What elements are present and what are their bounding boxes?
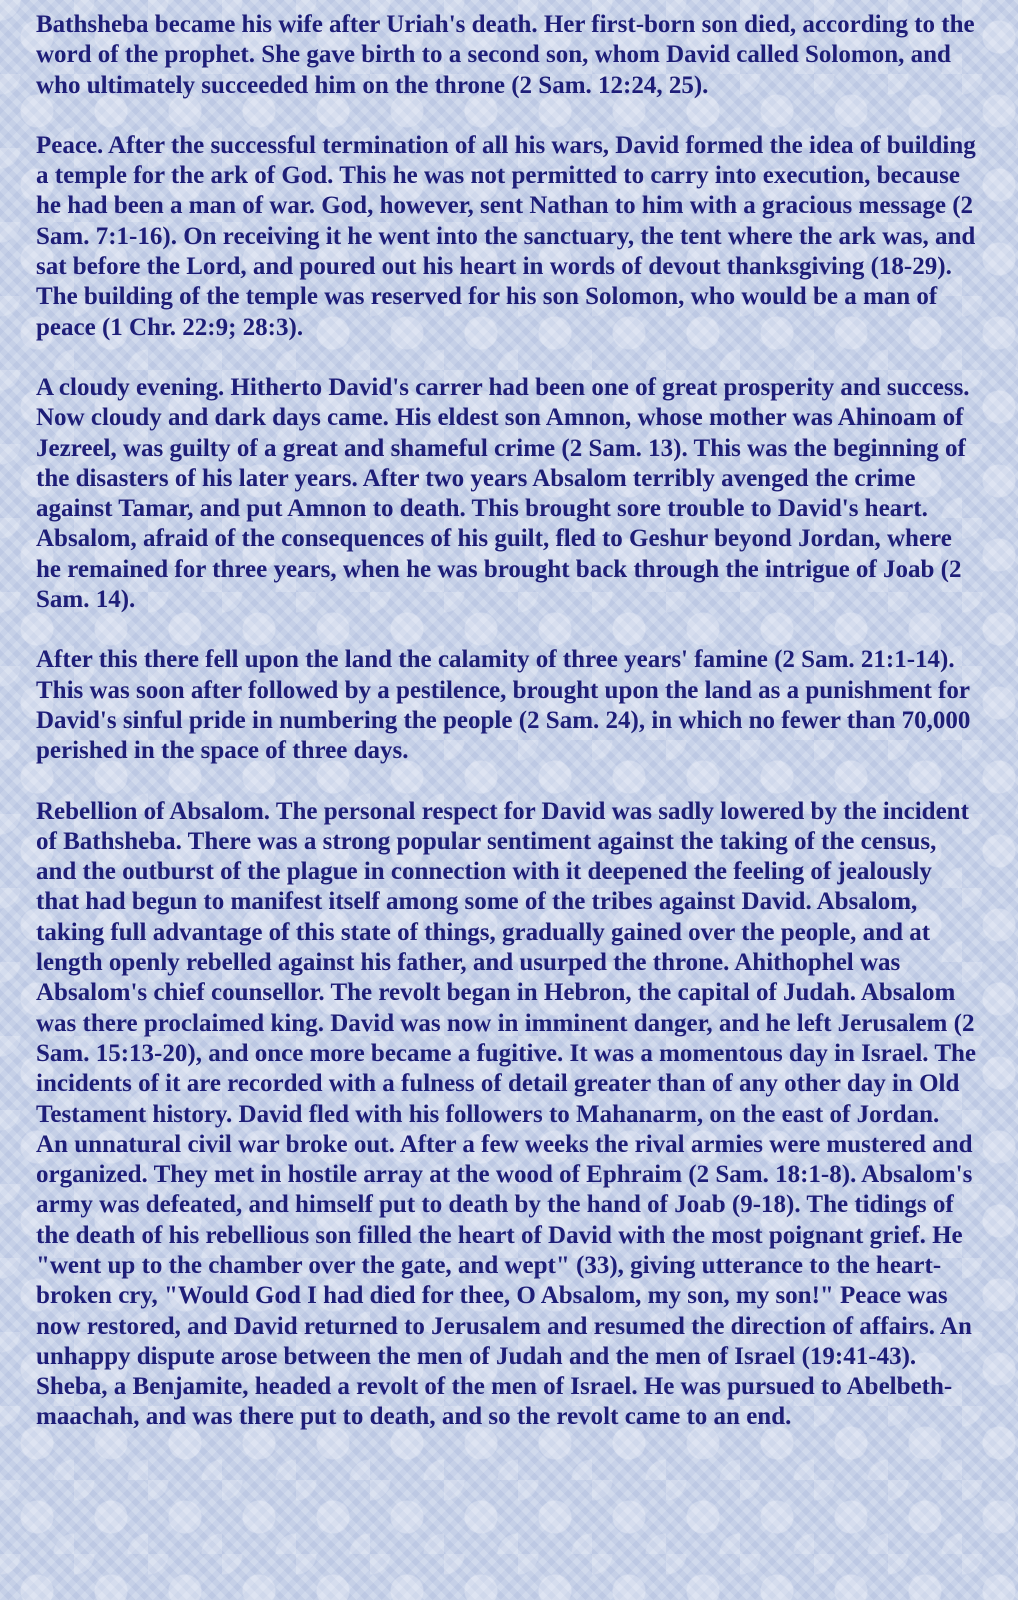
paragraph-cloudy-evening: A cloudy evening. Hitherto David's carrer had been one of great prosperity and success. Now cloudy and dark days came. His eldest son Amnon, whose mother was Ahinoam of Jezreel, was guilty of a great and shameful crime (2 Sam. 13). This was the beginning of the disasters of his later years. After two years Absalom terribly avenged the crime against Tamar, and put Amnon to death. This brought sore trouble to David's heart. Absalom, afraid of the consequences of his guilt, fled to Geshur beyond Jordan, where he remained for three years, when he was brought back through the intrigue of Joab (2 Sam. 14). bbox=[36, 373, 970, 614]
paragraph-bathsheba: Bathsheba became his wife after Uriah's death. Her first-born son died, according to the word of the prophet. She gave birth to a second son, whom David called Solomon, and who ultimately succeeded him on the throne (2 Sam. 12:24, 25). bbox=[36, 11, 975, 99]
paragraph-peace: Peace. After the successful termination of all his wars, David formed the idea of building a temple for the ark of God. This he was not permitted to carry into execution, because he had been a man of war. God, however, sent Nathan to him with a gracious message (2 Sam. 7:1-16). On receiving it he went into the sanctuary, the tent where the ark was, and sat before the Lord, and poured out his heart in words of devout thanksgiving (18-29). The building of the temple was reserved for his son Solomon, who would be a man of peace (1 Chr. 22:9; 28:3). bbox=[36, 131, 976, 341]
paragraph-famine: After this there fell upon the land the calamity of three years' famine (2 Sam. 21:1-14). This was soon after followed by a pestilence, brought upon the land as a punishment for David's sinful pride in numbering the people (2 Sam. 24), in which no fewer than 70,000 perished in the space of three days. bbox=[36, 646, 971, 765]
article-body bbox=[36, 10, 976, 1433]
paragraph-rebellion-of-absalom: Rebellion of Absalom. The personal respect for David was sadly lowered by the incident of Bathsheba. There was a strong popular sentiment against the taking of the census, and the outburst of the plague in connection with it deepened the feeling of jealously that had begun to manifest itself among some of the tribes against David. Absalom, taking full advantage of this state of things, gradually gained over the people, and at length openly rebelled against his father, and usurped the throne. Ahithophel was Absalom's chief counsellor. The revolt began in Hebron, the capital of Judah. Absalom was there proclaimed king. David was now in imminent danger, and he left Jerusalem (2 Sam. 15:13-20), and once more became a fugitive. It was a momentous day in Israel. The incidents of it are recorded with a fulness of detail greater than of any other day in Old Testament history. David fled with his followers to Mahanarm, on the east of Jordan. An unnatural civil war broke out. After a few weeks the rival armies were mustered and organized. They met in hostile array at the wood of Ephraim (2 Sam. 18:1-8). Absalom's army was defeated, and himself put to death by the hand of Joab (9-18). The tidings of the death of his rebellious son filled the heart of David with the most poignant grief. He "went up to the chamber over the gate, and wept" (33), giving utterance to the heart-broken cry, "Would God I had died for thee, O Absalom, my son, my son!" Peace was now restored, and David returned to Jerusalem and resumed the direction of affairs. An unhappy dispute arose between the men of Judah and the men of Israel (19:41-43). Sheba, a Benjamite, headed a revolt of the men of Israel. He was pursued to Abelbeth-maachah, and was there put to death, and so the revolt came to an end. bbox=[36, 797, 977, 1431]
